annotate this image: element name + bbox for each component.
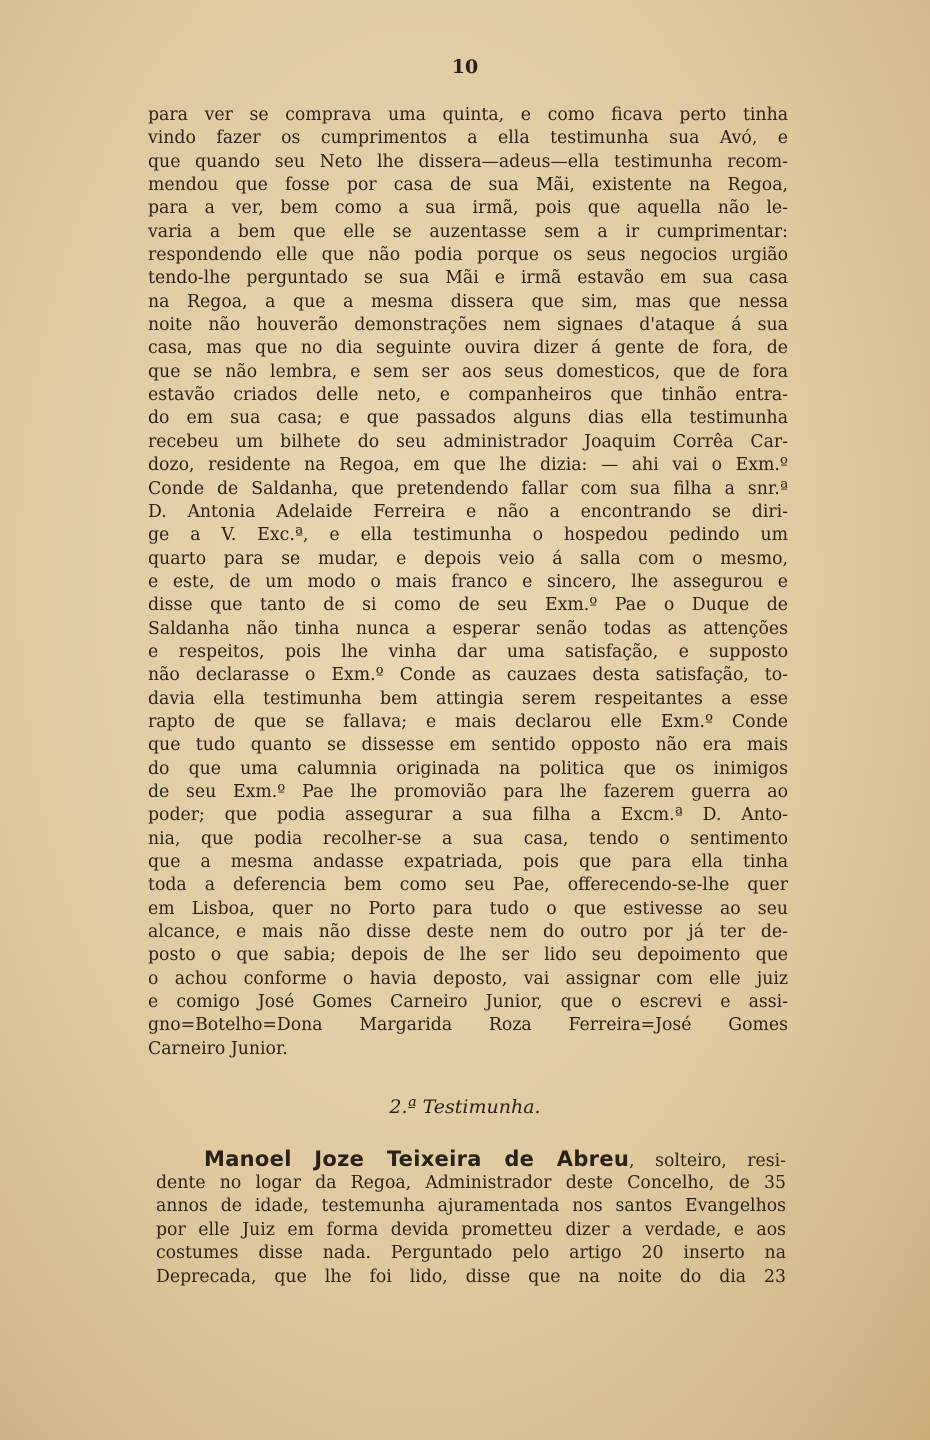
- text-line: vindo fazer os cumprimentos a ella testimunha sua Avó, e: [148, 128, 788, 149]
- text-line: que a mesma andasse expatriada, pois que para ella tinha: [148, 852, 788, 872]
- text-line: casa, mas que no dia seguinte ouvira dizer á gente de fora, de: [148, 338, 788, 359]
- witness-name: Manoel Joze Teixeira de Abreu: [204, 1147, 630, 1171]
- text-line: D. Antonia Adelaide Ferreira e não a encontrando se diri-: [148, 501, 788, 522]
- text-line: para a ver, bem como a sua irmã, pois que aquella não le-: [148, 198, 788, 219]
- text-line: quarto para se mudar, e depois veio á salla com o mesmo,: [148, 548, 788, 569]
- testimony-1-body: [148, 104, 788, 1061]
- text-line: do em sua casa; e que passados alguns dias ella testimunha: [148, 408, 788, 429]
- text-line: recebeu um bilhete do seu administrador Joaquim Corrêa Car-: [148, 431, 788, 452]
- text-line: dozo, residente na Regoa, em que lhe dizia: — ahi vai o Exm.º: [148, 455, 788, 476]
- text-line: annos de idade, testemunha ajuramentada nos santos Evangelhos: [156, 1196, 786, 1217]
- text-line: que tudo quanto se dissesse em sentido opposto não era mais: [148, 735, 788, 756]
- text-line: e este, de um modo o mais franco e sincero, lhe assegurou e: [148, 571, 788, 592]
- text-line: poder; que podia assegurar a sua filha a Excm.ª D. Anto-: [148, 805, 788, 826]
- text-line: tendo-lhe perguntado se sua Mãi e irmã estavão em sua casa: [148, 268, 788, 289]
- text-line: costumes disse nada. Perguntado pelo artigo 20 inserto na: [156, 1243, 786, 1264]
- text-line: dente no logar da Regoa, Administrador deste Concelho, de 35: [156, 1172, 786, 1193]
- text-line: mendou que fosse por casa de sua Mãi, existente na Regoa,: [148, 175, 788, 196]
- testimony-2-body: [156, 1148, 786, 1290]
- text-line: nia, que podia recolher-se a sua casa, tendo o sentimento: [148, 828, 788, 849]
- page-number: 10: [451, 56, 479, 78]
- text-line: alcance, e mais não disse deste nem do outro por já ter de-: [148, 922, 788, 943]
- text-line: noite não houverão demonstrações nem signaes d'ataque á sua: [148, 315, 788, 336]
- text-line: e comigo José Gomes Carneiro Junior, que o escrevi e assi-: [148, 992, 788, 1013]
- text-line: davia ella testimunha bem attingia serem respeitantes a esse: [148, 688, 788, 709]
- text-line: o achou conforme o havia deposto, vai assignar com elle juiz: [148, 968, 788, 989]
- text-line: e respeitos, pois lhe vinha dar uma satisfação, e supposto: [148, 641, 788, 662]
- text-line: toda a deferencia bem como seu Pae, offerecendo-se-lhe quer: [148, 875, 788, 896]
- text-line: que se não lembra, e sem ser aos seus domesticos, que de fora: [148, 361, 788, 382]
- text-line: ge a V. Exc.ª, e ella testimunha o hospedou pedindo um: [148, 525, 788, 546]
- text-line: para ver se comprava uma quinta, e como ficava perto tinha: [148, 105, 788, 125]
- section-heading: 2.ª Testimunha.: [389, 1096, 541, 1118]
- text-line: varia a bem que elle se auzentasse sem a ir cumprimentar:: [148, 221, 788, 242]
- text-line: Saldanha não tinha nunca a esperar senão todas as attenções: [148, 618, 788, 639]
- text-line: em Lisboa, quer no Porto para tudo o que estivesse ao seu: [148, 898, 788, 919]
- text-line: Conde de Saldanha, que pretendendo fallar com sua filha a snr.ª: [148, 478, 788, 499]
- text-line: gno=Botelho=Dona Margarida Roza Ferreira=José Gomes: [148, 1015, 788, 1036]
- text-line: não declarasse o Exm.º Conde as cauzaes desta satisfação, to-: [148, 665, 788, 686]
- text-line: que quando seu Neto lhe dissera—adeus—ella testimunha recom-: [148, 151, 788, 172]
- text-line: Carneiro Junior.: [148, 1038, 288, 1059]
- text-line: por elle Juiz em forma devida prometteu dizer a verdade, e aos: [156, 1219, 786, 1240]
- text-line: de seu Exm.º Pae lhe promovião para lhe fazerem guerra ao: [148, 781, 788, 802]
- text-line: posto o que sabia; depois de lhe ser lido seu depoimento que: [148, 945, 788, 966]
- witness-intro: , solteiro, resi-: [629, 1151, 786, 1171]
- text-line: disse que tanto de si como de seu Exm.º Pae o Duque de: [148, 595, 788, 616]
- text-line: rapto de que se fallava; e mais declarou elle Exm.º Conde: [148, 711, 788, 732]
- text-line: estavão criados delle neto, e companheiros que tinhão entra-: [148, 385, 788, 406]
- text-line: na Regoa, a que a mesma dissera que sim, mas que nessa: [148, 291, 788, 312]
- text-line: respondendo elle que não podia porque os seus negocios urgião: [148, 245, 788, 266]
- text-line: Deprecada, que lhe foi lido, disse que na noite do dia 23: [156, 1266, 786, 1287]
- text-line: do que uma calumnia originada na politica que os inimigos: [148, 758, 788, 779]
- text-line: [156, 1148, 786, 1172]
